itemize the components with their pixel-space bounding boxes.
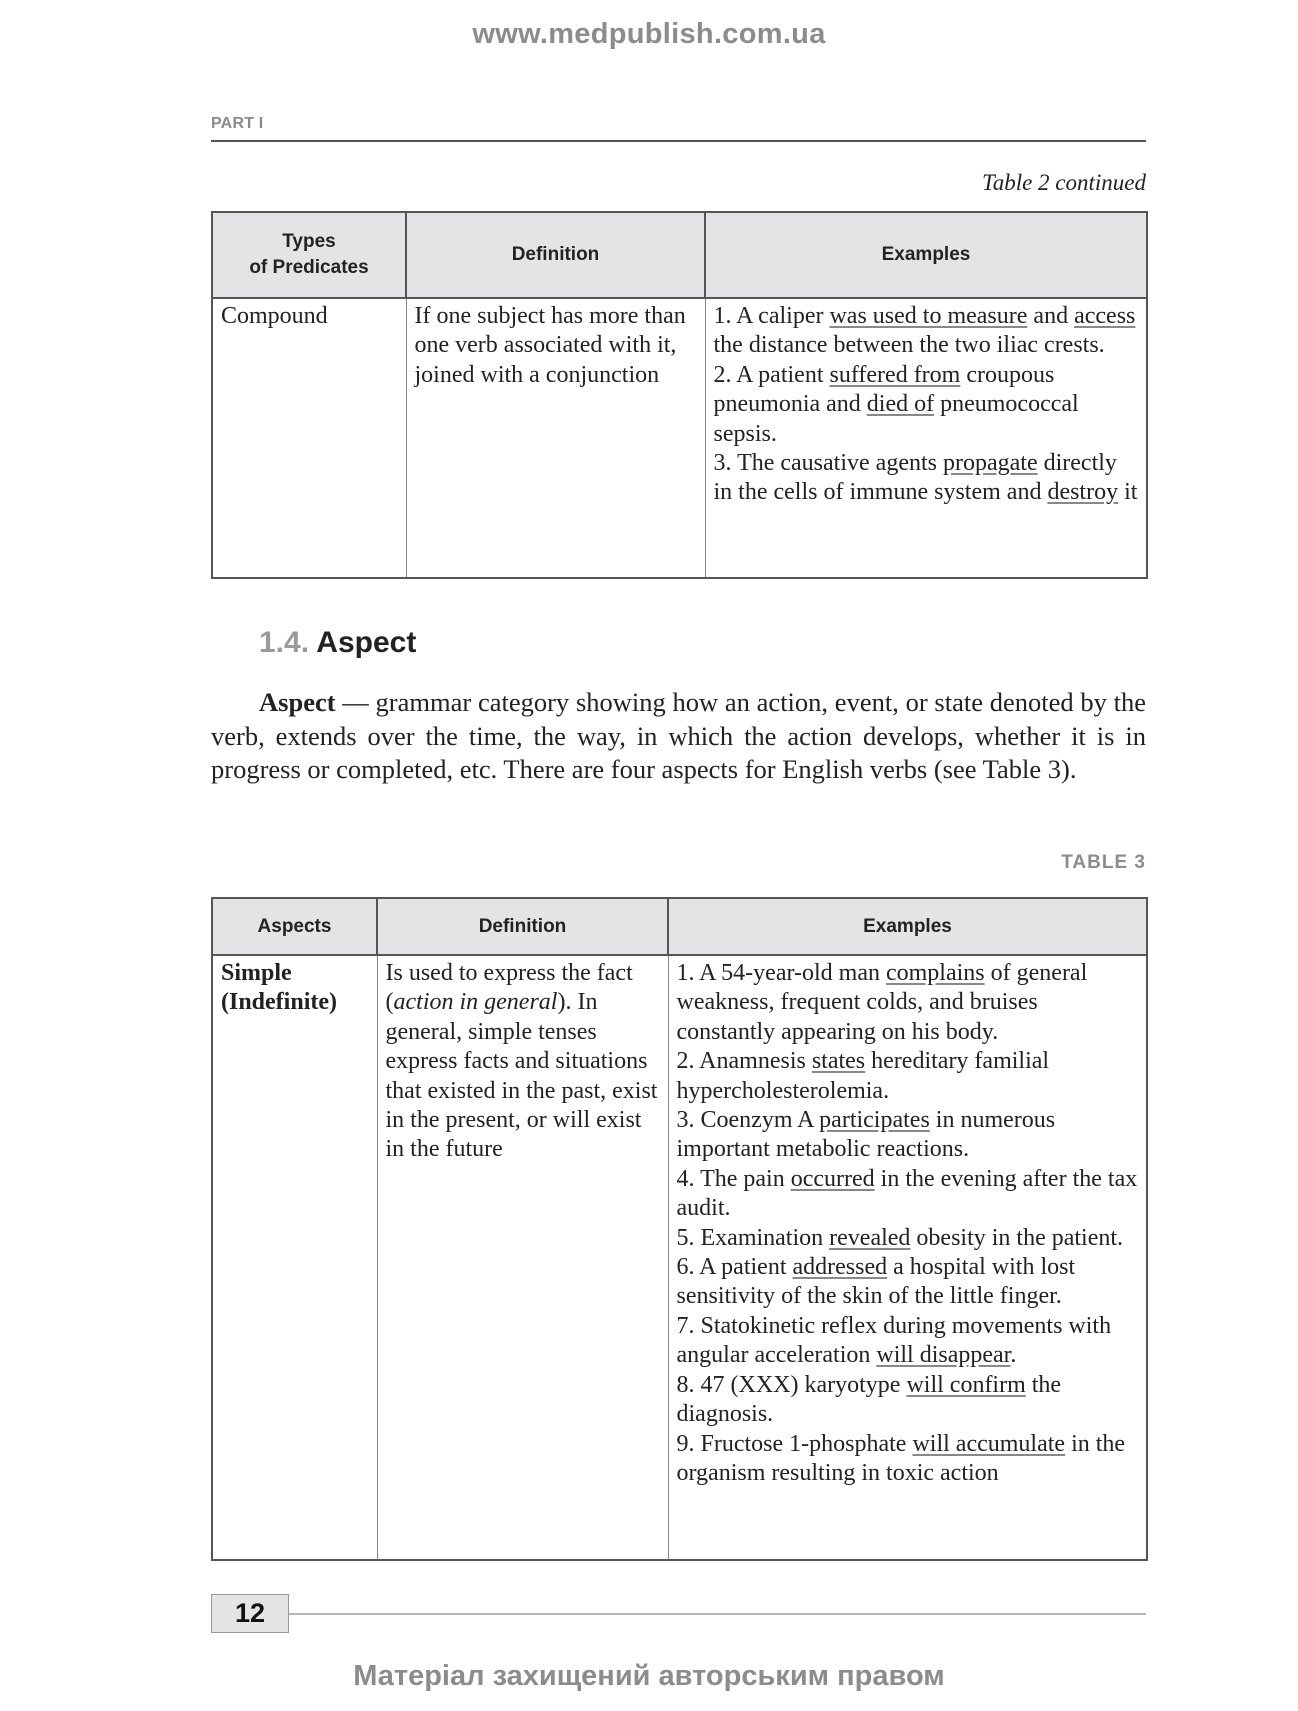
- table2-header-definition: Definition: [406, 212, 705, 298]
- example-text: 1. A caliper was used to measure and access the distance between the two iliac crests.: [713, 303, 1136, 359]
- underlined-verb: access: [1074, 303, 1136, 329]
- underlined-verb: was used to measure: [829, 303, 1028, 329]
- example-item: 9. Fructose 1-phosphate will accumulate in the organism resulting in toxic action: [676, 1430, 1126, 1486]
- underlined-verb: propagate: [942, 450, 1038, 477]
- page-number: 12: [211, 1594, 289, 1633]
- aspect-name: [212, 955, 377, 1560]
- example-item: 1. A 54-year-old man complains of general weakness, frequent colds, and bruises constantly appearing on his body.: [676, 960, 1088, 1045]
- example-text: 2. A patient suffered from croupous pneumonia and died of pneumococcal sepsis.: [713, 361, 1079, 447]
- table-row: [212, 955, 1147, 1560]
- table2-header-types: [212, 212, 406, 298]
- underlined-verb: participates: [819, 1107, 930, 1134]
- table3-label: TABLE 3: [1061, 852, 1146, 873]
- header-rule: [211, 140, 1146, 142]
- aspect-definition: Is used to express the fact (action in general). In general, simple tenses express facts and situations that existed in the past, exist in the present, or will exist in the future: [377, 955, 668, 1560]
- paragraph-text: — grammar category showing how an action, event, or state denoted by the verb, extends over the time, the way, in which the action develops, whether it is in progress or completed, etc. There are four aspects for English verbs (see Table 3).: [211, 687, 1146, 784]
- table3-header-row: [212, 898, 1147, 955]
- example-item: 3. Coenzym A participates in numerous important metabolic reactions.: [676, 1107, 1056, 1163]
- underlined-verb: occurred: [790, 1165, 875, 1192]
- underlined-verb: died of: [866, 391, 935, 418]
- underlined-verb: complains: [885, 960, 985, 986]
- example-item: 7. Statokinetic reflex during movements with angular acceleration will disappear.: [676, 1312, 1112, 1369]
- italic-phrase: action in general: [393, 989, 558, 1016]
- underlined-verb: suffered from: [829, 361, 961, 388]
- defined-term: Aspect: [259, 687, 336, 717]
- table3-header-examples: Examples: [668, 898, 1147, 955]
- example-item: 6. A patient addressed a hospital with lost sensitivity of the skin of the little finger.: [676, 1254, 1076, 1310]
- underlined-verb: states: [811, 1048, 866, 1075]
- table2-header-examples: Examples: [705, 212, 1147, 298]
- table2-header-row: [212, 212, 1147, 298]
- predicate-type: Compound: [212, 298, 406, 578]
- header-line: Types: [282, 231, 336, 252]
- aspect-name-line: (Indefinite): [221, 989, 337, 1016]
- underlined-verb: will accumulate: [912, 1430, 1066, 1457]
- underlined-verb: revealed: [829, 1224, 911, 1251]
- underlined-verb: will disappear: [876, 1342, 1011, 1369]
- aspect-name-line: Simple: [221, 960, 292, 986]
- table3-header-definition: Definition: [377, 898, 668, 955]
- predicate-definition: If one subject has more than one verb associated with it, joined with a conjunction: [406, 298, 705, 578]
- section-number: 1.4.: [259, 626, 310, 659]
- example-item: 4. The pain occurred in the evening after the tax audit.: [676, 1165, 1138, 1222]
- underlined-verb: will confirm: [906, 1371, 1026, 1398]
- copyright-watermark: Матеріал захищений авторським правом: [353, 1660, 945, 1692]
- table3-header-aspects: Aspects: [212, 898, 377, 955]
- site-url-watermark: www.medpublish.com.ua: [472, 18, 826, 50]
- table3-aspects: [211, 897, 1148, 1561]
- predicate-examples: [705, 298, 1147, 578]
- example-item: 2. Anamnesis states hereditary familial hypercholesterolemia.: [676, 1048, 1050, 1104]
- aspect-examples: [668, 955, 1147, 1560]
- body-paragraph: [211, 686, 1146, 787]
- underlined-verb: destroy: [1047, 479, 1119, 506]
- underlined-verb: addressed: [792, 1254, 888, 1281]
- table2-caption: Table 2 continued: [982, 170, 1146, 195]
- table2-predicates: [211, 211, 1148, 579]
- example-text: 3. The causative agents propagate directly in the cells of immune system and destroy it: [713, 450, 1138, 506]
- running-head: PART I: [211, 115, 264, 132]
- section-title: Aspect: [316, 626, 417, 659]
- example-item: 8. 47 (XXX) karyotype will confirm the diagnosis.: [676, 1371, 1062, 1428]
- section-heading: [259, 626, 416, 660]
- table-row: [212, 298, 1147, 578]
- example-item: 5. Examination revealed obesity in the patient.: [676, 1224, 1124, 1251]
- header-line: of Predicates: [249, 257, 369, 278]
- footer-rule: [289, 1613, 1146, 1615]
